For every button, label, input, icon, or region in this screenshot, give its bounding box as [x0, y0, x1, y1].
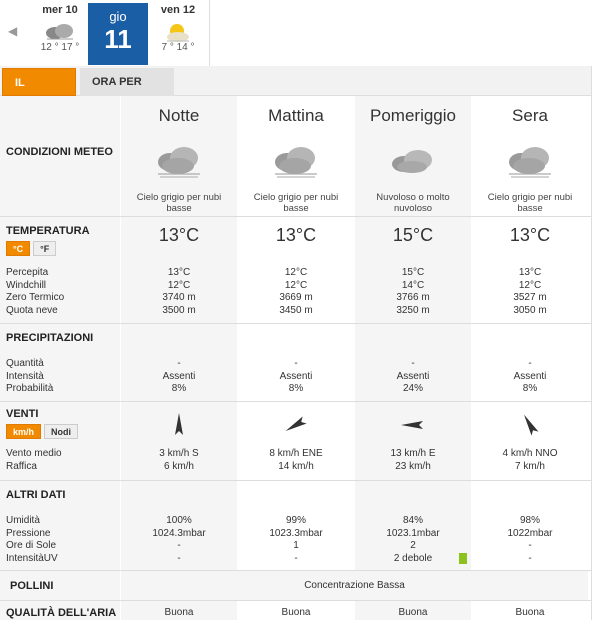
tab-ora-per-ora[interactable]: ORA PER — [80, 68, 174, 96]
period-column — [238, 402, 354, 480]
day-name: mer 10 — [42, 4, 78, 16]
other-details: 98% 1022mbar - - — [507, 515, 553, 564]
period-name: Notte — [158, 106, 200, 125]
condition-text: Cielo grigio per nubi basse — [136, 192, 222, 214]
wind-direction-arrow-icon — [164, 410, 194, 440]
period-column — [355, 402, 471, 480]
wind-details: 4 km/h NNO 7 km/h — [502, 448, 558, 472]
table-border — [591, 66, 592, 620]
temperature-value: 13°C — [509, 225, 551, 245]
period-column — [472, 402, 588, 480]
pollen-row — [0, 570, 592, 600]
wind-unit-toggle — [6, 422, 81, 440]
air-quality-value: Buona — [398, 607, 428, 618]
period-column — [355, 481, 471, 570]
day-name: gio — [109, 9, 127, 24]
day-strip — [0, 0, 210, 66]
precipitation-label: PRECIPITAZIONI — [6, 332, 94, 344]
tab-il-giorno[interactable]: IL — [2, 68, 76, 96]
overcast-cloud-icon — [269, 142, 323, 182]
celsius-button[interactable]: °C — [6, 241, 30, 256]
temperature-label: TEMPERATURA — [6, 225, 90, 237]
sun-cloud-icon — [161, 20, 195, 44]
conditions-label: CONDIZIONI METEO — [6, 146, 113, 158]
period-name: Mattina — [268, 106, 324, 125]
prev-day-arrow-icon[interactable]: ◀ — [8, 24, 18, 38]
precipitation-details: - Assenti 8% — [513, 358, 547, 394]
other-data-row — [0, 480, 592, 570]
knots-button[interactable]: Nodi — [44, 424, 78, 439]
temperature-value: 13°C — [158, 225, 200, 245]
period-column — [472, 217, 588, 323]
temperature-details: 12°C 12°C 3669 m 3450 m — [279, 267, 313, 316]
day-item-gio-selected[interactable] — [88, 3, 148, 65]
temperature-sublabels: Percepita Windchill Zero Termico Quota neve — [6, 267, 65, 316]
kmh-button[interactable]: km/h — [6, 424, 41, 439]
temperature-row — [0, 216, 592, 323]
temperature-details: 15°C 14°C 3766 m 3250 m — [396, 267, 430, 316]
period-column — [355, 324, 471, 401]
period-column — [121, 217, 237, 323]
wind-direction-arrow-icon — [515, 410, 545, 440]
precipitation-details: - Assenti 8% — [162, 358, 196, 394]
wind-direction-arrow-icon — [398, 410, 428, 440]
period-column — [472, 481, 588, 570]
precipitation-sublabels: Quantità Intensità Probabilità — [6, 358, 54, 394]
wind-details: 8 km/h ENE 14 km/h — [269, 448, 323, 472]
period-name: Sera — [512, 106, 548, 125]
pollen-value: Concentrazione Bassa — [304, 580, 405, 591]
wind-row — [0, 401, 592, 480]
wind-label: VENTI — [6, 408, 39, 420]
temperature-value: 15°C — [392, 225, 434, 245]
period-column — [355, 217, 471, 323]
precipitation-details: - Assenti 24% — [396, 358, 430, 394]
air-quality-label: QUALITÀ DELL'ARIA — [6, 607, 117, 619]
period-column — [472, 96, 588, 216]
uv-indicator-badge — [459, 553, 467, 564]
period-column — [238, 324, 354, 401]
temperature-value: 13°C — [275, 225, 317, 245]
overcast-cloud-icon — [503, 142, 557, 182]
period-column — [121, 481, 237, 570]
temperature-details: 13°C 12°C 3740 m 3500 m — [162, 267, 196, 316]
day-name: ven 12 — [160, 4, 196, 16]
air-quality-value: Buona — [281, 607, 311, 618]
wind-details: 3 km/h S 6 km/h — [159, 448, 199, 472]
tab-bar — [0, 66, 592, 96]
air-quality-row — [0, 600, 592, 620]
precipitation-details: - Assenti 8% — [279, 358, 313, 394]
period-column — [121, 402, 237, 480]
fahrenheit-button[interactable]: °F — [33, 241, 56, 256]
day-item-mer[interactable] — [32, 4, 88, 53]
period-column — [121, 324, 237, 401]
temperature-details: 13°C 12°C 3527 m 3050 m — [513, 267, 547, 316]
wind-details: 13 km/h E 23 km/h — [390, 448, 436, 472]
condition-text: Cielo grigio per nubi basse — [253, 192, 339, 214]
day-temps: 12 ° 17 ° — [40, 42, 80, 53]
pollen-label: POLLINI — [10, 580, 54, 592]
condition-text: Nuvoloso o molto nuvoloso — [376, 192, 450, 214]
other-sublabels: Umidità Pressione Ore di Sole IntensitàUV — [6, 515, 58, 564]
period-column — [121, 96, 237, 216]
cloud-icon — [43, 20, 77, 42]
other-data-label: ALTRI DATI — [6, 489, 66, 501]
period-column — [355, 96, 471, 216]
temp-unit-toggle — [6, 239, 59, 257]
day-number: 11 — [104, 24, 132, 54]
cloudy-icon — [386, 142, 440, 182]
conditions-row — [0, 96, 592, 216]
other-details: 99% 1023.3mbar 1 - — [269, 515, 323, 564]
other-details: 84% 1023.1mbar 2 2 debole — [386, 515, 440, 564]
air-quality-value: Buona — [515, 607, 545, 618]
day-temps: 7 ° 14 ° — [161, 42, 195, 53]
air-quality-value: Buona — [164, 607, 194, 618]
period-column — [238, 481, 354, 570]
period-column — [238, 96, 354, 216]
period-name: Pomeriggio — [370, 106, 456, 125]
wind-sublabels: Vento medio Raffica — [6, 448, 62, 472]
condition-text: Cielo grigio per nubi basse — [487, 192, 573, 214]
wind-direction-arrow-icon — [281, 410, 311, 440]
overcast-cloud-icon — [152, 142, 206, 182]
other-details: 100% 1024.3mbar - - — [152, 515, 206, 564]
precipitation-row — [0, 323, 592, 401]
period-column — [472, 324, 588, 401]
day-item-ven[interactable] — [150, 4, 206, 53]
period-column — [238, 217, 354, 323]
